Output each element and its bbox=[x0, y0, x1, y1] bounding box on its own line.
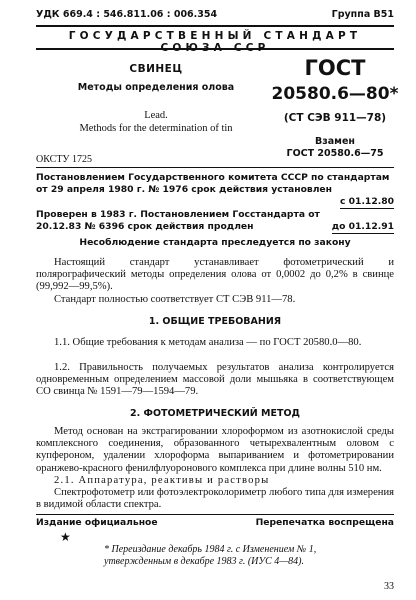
gost-number: 20580.6—80* bbox=[271, 84, 399, 104]
subtitle-en: Methods for the determination of tin bbox=[79, 123, 233, 134]
check-text: Проверен в 1983 г. Постановлением Госстандарта от 20.12.83 № 6396 срок действия продлен bbox=[36, 209, 320, 232]
section-1-heading: 1. ОБЩИЕ ТРЕБОВАНИЯ bbox=[148, 316, 282, 327]
st-sev-reference: (СТ СЭВ 911—78) bbox=[283, 112, 387, 124]
section-2-paragraph-1: Метод основан на экстрагировании хлороформом из азотнокислой среды комплексного соединения, образованного четырехвалентным оловом с купфероном, удалении хлороформа выпариванием и фотометрировании оранжево-красного фенилфлуоронового комплекса при длине волны 510 нм. bbox=[36, 426, 394, 474]
title-en: Lead. bbox=[144, 110, 168, 121]
reissue-note: * Переиздание декабрь 1984 г. с Изменением № 1, утвержденным в декабре 1983 г. (ИУС 4—84). bbox=[104, 544, 317, 567]
udk-code: УДК 669.4 : 546.811.06 : 006.354 bbox=[36, 9, 218, 20]
date-from: с 01.12.80 bbox=[340, 196, 394, 207]
date-to: до 01.12.91 bbox=[331, 221, 394, 232]
title-rule bbox=[36, 167, 394, 168]
top-rule bbox=[36, 25, 394, 27]
legal-warning: Несоблюдение стандарта преследуется по закону bbox=[79, 237, 351, 248]
subtitle-ru: Методы определения олова bbox=[77, 82, 235, 93]
banner-rule bbox=[36, 48, 394, 50]
okstu-code: ОКСТУ 1725 bbox=[36, 154, 93, 165]
intro-paragraph-2: Стандарт полностью соответствует СТ СЭВ 911—78. bbox=[54, 294, 296, 305]
replaced-standard: ГОСТ 20580.6—75 bbox=[286, 148, 384, 159]
section-1-paragraph-2: 1.2. Правильность получаемых результатов анализа контролируется одновременным определением массовой доли мышьяка в соответствующем СО свинца № 1591—79—1594—79. bbox=[36, 362, 394, 398]
group-code: Группа В51 bbox=[331, 9, 394, 20]
footer-rule bbox=[36, 514, 394, 515]
official-edition: Издание официальное bbox=[36, 517, 158, 528]
section-2-subheading: 2.1. Аппаратура, реактивы и растворы bbox=[54, 475, 270, 486]
state-standard-banner: ГОСУДАРСТВЕННЫЙ СТАНДАРТ СОЮЗА ССР bbox=[68, 30, 362, 54]
decree-text: Постановлением Государственного комитета СССР по стандартам от 29 апреля 1980 г. № 1976 срок действия установлен bbox=[36, 172, 390, 195]
title-ru: СВИНЕЦ bbox=[129, 63, 183, 75]
star-mark: ★ bbox=[60, 530, 71, 544]
replaced-label: Взамен bbox=[315, 136, 355, 147]
section-1-paragraph-1: 1.1. Общие требования к методам анализа — по ГОСТ 20580.0—80. bbox=[54, 337, 362, 348]
gost-label: ГОСТ bbox=[304, 56, 366, 80]
reprint-prohibited: Перепечатка воспрещена bbox=[255, 517, 394, 528]
intro-paragraph-1: Настоящий стандарт устанавливает фотометрический и полярографический методы определения олова от 0,0002 до 0,2% в свинце (99,992—99,5%). bbox=[36, 257, 394, 293]
section-2-paragraph-3: Спектрофотометр или фотоэлектроколориметр любого типа для измерения в видимой области спектра. bbox=[36, 487, 394, 511]
section-2-heading: 2. ФОТОМЕТРИЧЕСКИЙ МЕТОД bbox=[130, 408, 300, 419]
page-number: 33 bbox=[384, 581, 394, 592]
